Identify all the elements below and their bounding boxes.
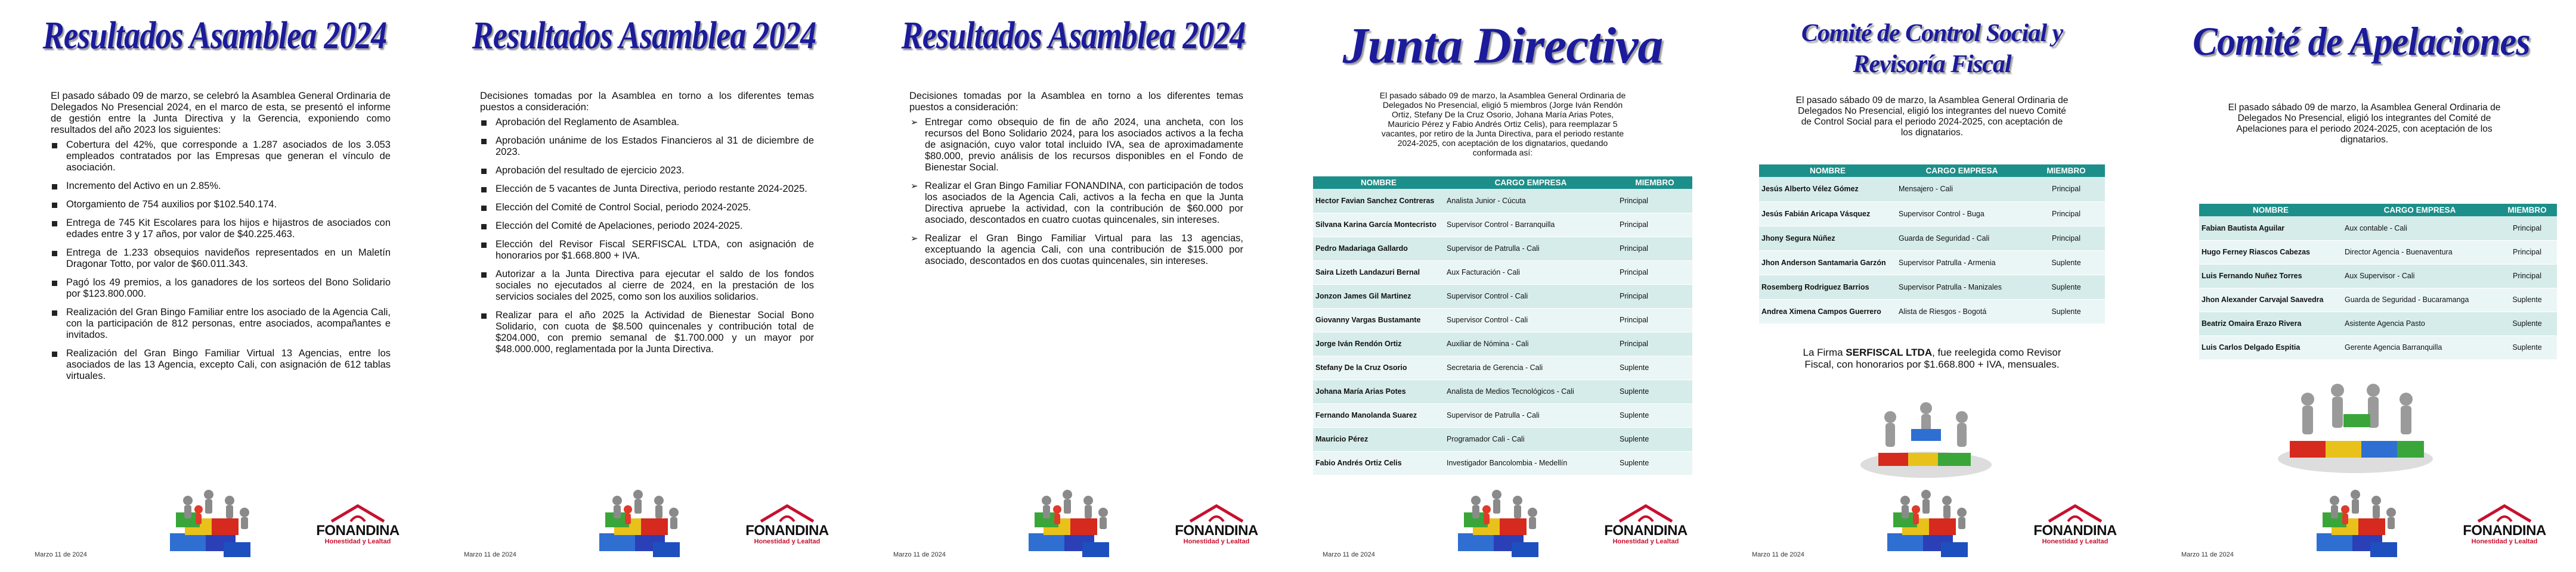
cell-name: Fabian Bautista Aguilar [2199, 216, 2342, 240]
slide-body [1795, 95, 2069, 142]
slide-4 [1288, 0, 1717, 572]
slide-6 [2147, 0, 2576, 572]
control-committee-table [1759, 164, 2105, 324]
cell-name: Jhon Anderson Santamaria Garzón [1759, 250, 1896, 275]
cell-name: Jesús Fabián Aricapa Vásquez [1759, 201, 1896, 226]
cell-name: Jhony Segura Núñez [1759, 226, 1896, 250]
puzzle-people-illustration [587, 477, 689, 560]
cell-name: Giovanny Vargas Bustamante [1313, 308, 1444, 332]
cell-position: Mensajero - Cali [1896, 177, 2027, 201]
footer-date: Marzo 11 de 2024 [35, 551, 87, 558]
decisions-list [909, 117, 1243, 267]
fiscal-firm: SERFISCAL LTDA [1846, 347, 1933, 358]
cell-member: Suplente [1617, 403, 1692, 427]
cell-position: Gerente Agencia Barranquilla [2342, 335, 2497, 359]
table-row [1313, 237, 1692, 260]
slide-title [1717, 18, 2147, 80]
table-row [1313, 380, 1692, 403]
house-roof-icon [1616, 503, 1676, 524]
intro-text: El pasado sábado 09 de marzo, la Asamblea General Ordinaria de Delegados No Presencial, eligió 5 miembros (Jorge Iván Rendón Ortiz, Stefany De la Cruz Osorio, Johana María Arias Potes, Mauricio Pérez y Fabio Andrés Ortiz Celis), para reemplazar 5 vacantes, por retiro de la Junta Directiva, para el periodo restante 2024-2025, con aceptación de los dignatarios, quedando conformada así: [1379, 91, 1626, 157]
table-row [1759, 226, 2105, 250]
col-header-position: CARGO EMPRESA [1444, 176, 1617, 189]
puzzle-people-illustration [1875, 477, 1977, 560]
fiscal-note [1795, 347, 2069, 374]
logo-tagline: Honestidad y Lealtad [1183, 538, 1250, 545]
cell-member: Principal [1617, 308, 1692, 332]
list-item: Elección del Revisor Fiscal SERFISCAL LTDA, con asignación de honorarios por $1.668.800 + IVA. [480, 239, 814, 262]
list-item: Incremento del Activo en un 2.85%. [51, 181, 391, 192]
table-row [2199, 264, 2557, 288]
cell-name: Fabio Andrés Ortiz Celis [1313, 451, 1444, 475]
slide-body [480, 91, 814, 362]
fiscal-text: , fue reelegida como Revisor Fiscal, con honorarios por $1.668.800 + IVA, mensuales. [1804, 347, 2061, 370]
cell-name: Jesús Alberto Vélez Gómez [1759, 177, 1896, 201]
cell-name: Rosemberg Rodriguez Barrios [1759, 275, 1896, 299]
cell-position: Aux Facturación - Cali [1444, 260, 1617, 284]
cell-member: Principal [2497, 264, 2557, 288]
cell-member: Principal [2027, 177, 2105, 201]
title-line-1: Comité de Control Social y [1801, 20, 2063, 47]
results-list [51, 139, 391, 382]
cell-position: Aux Supervisor - Cali [2342, 264, 2497, 288]
cell-member: Principal [1617, 284, 1692, 308]
cell-member: Principal [1617, 213, 1692, 237]
cell-member: Suplente [2497, 312, 2557, 335]
cell-position: Asistente Agencia Pasto [2342, 312, 2497, 335]
table-header-row [1759, 164, 2105, 177]
logo-name: FONANDINA [1604, 523, 1688, 539]
table-row [1313, 284, 1692, 308]
table-row [2199, 216, 2557, 240]
puzzle-people-illustration [2305, 477, 2406, 560]
cell-member: Principal [2497, 240, 2557, 264]
cell-name: Silvana Karina García Montecristo [1313, 213, 1444, 237]
cell-position: Director Agencia - Buenaventura [2342, 240, 2497, 264]
slide-body [2224, 102, 2504, 149]
cell-member: Principal [1617, 189, 1692, 213]
cell-member: Suplente [2027, 275, 2105, 299]
col-header-name: NOMBRE [1759, 164, 1896, 177]
cell-position: Analista de Medios Tecnológicos - Cali [1444, 380, 1617, 403]
table-row [1759, 250, 2105, 275]
cell-member: Suplente [2027, 250, 2105, 275]
cell-member: Suplente [1617, 451, 1692, 475]
list-item: Aprobación del resultado de ejercicio 2023. [480, 165, 814, 176]
cell-member: Principal [2027, 226, 2105, 250]
logo-tagline: Honestidad y Lealtad [324, 538, 391, 545]
table-header-row [1313, 176, 1692, 189]
logo-tagline: Honestidad y Lealtad [754, 538, 821, 545]
intro-text: Decisiones tomadas por la Asamblea en torno a los diferentes temas puestos a consideración: [909, 91, 1243, 113]
list-item: Pagó los 49 premios, a los ganadores de los sorteos del Bono Solidario por $123.800.000. [51, 277, 391, 300]
cell-member: Suplente [2497, 335, 2557, 359]
logo-name: FONANDINA [2463, 523, 2546, 539]
slide-title: Resultados Asamblea 2024 [472, 14, 816, 57]
house-roof-icon [757, 503, 817, 524]
fonandina-logo [1172, 503, 1261, 560]
cell-name: Johana María Arias Potes [1313, 380, 1444, 403]
list-item: Elección del Comité de Apelaciones, periodo 2024-2025. [480, 220, 814, 232]
cell-member: Principal [2027, 201, 2105, 226]
table-header-row [2199, 204, 2557, 216]
cell-name: Mauricio Pérez [1313, 427, 1444, 451]
slide-body [1377, 91, 1628, 161]
cell-position: Secretaria de Gerencia - Cali [1444, 356, 1617, 380]
intro-text: El pasado sábado 09 de marzo, la Asamblea General Ordinaria de Delegados No Presencial, eligió los integrantes del Comité de Apelaciones para el periodo 2024-2025, con aceptación de los dignatarios. [2228, 102, 2501, 145]
slide-body [51, 91, 391, 389]
cell-name: Hugo Ferney Riascos Cabezas [2199, 240, 2342, 264]
cell-member: Principal [1617, 260, 1692, 284]
fonandina-logo [2030, 503, 2120, 560]
cell-position: Investigador Bancolombia - Medellín [1444, 451, 1617, 475]
fonandina-logo [2460, 503, 2549, 560]
cell-name: Saira Lizeth Landazuri Bernal [1313, 260, 1444, 284]
cell-member: Suplente [1617, 380, 1692, 403]
table-row [1759, 201, 2105, 226]
puzzle-people-illustration [1446, 477, 1547, 560]
logo-name: FONANDINA [316, 523, 400, 539]
table-row [1313, 427, 1692, 451]
table-row [1313, 356, 1692, 380]
col-header-member: MIEMBRO [1617, 176, 1692, 189]
cell-position: Supervisor de Patrulla - Cali [1444, 237, 1617, 260]
col-header-member: MIEMBRO [2027, 164, 2105, 177]
fonandina-logo [1601, 503, 1690, 560]
cell-position: Supervisor Control - Barranquilla [1444, 213, 1617, 237]
cell-position: Guarda de Seguridad - Bucaramanga [2342, 288, 2497, 312]
cell-name: Luis Carlos Delgado Espitia [2199, 335, 2342, 359]
logo-name: FONANDINA [745, 523, 829, 539]
board-table [1313, 176, 1692, 475]
slide-3 [859, 0, 1288, 572]
list-item: Elección del Comité de Control Social, periodo 2024-2025. [480, 202, 814, 213]
logo-name: FONANDINA [2033, 523, 2117, 539]
list-item: Realización del Gran Bingo Familiar Virtual 13 Agencias, entre los asociados de las 13 Agencia, excepto Cali, con asignación de 612 tablas virtuales. [51, 348, 391, 382]
slide-title: Resultados Asamblea 2024 [42, 14, 387, 57]
house-roof-icon [2045, 503, 2105, 524]
logo-tagline: Honestidad y Lealtad [1612, 538, 1679, 545]
house-roof-icon [2475, 503, 2534, 524]
list-item: Entrega de 1.233 obsequios navideños representados en un Maletín Dragonar Totto, por valor de $60.011.343. [51, 247, 391, 270]
table-row [1313, 260, 1692, 284]
house-roof-icon [328, 503, 388, 524]
cell-member: Principal [1617, 237, 1692, 260]
col-header-name: NOMBRE [2199, 204, 2342, 216]
list-item: Aprobación del Reglamento de Asamblea. [480, 117, 814, 128]
cell-position: Supervisor Patrulla - Manizales [1896, 275, 2027, 299]
puzzle-people-illustration [158, 477, 259, 560]
cell-member: Suplente [2497, 288, 2557, 312]
logo-name: FONANDINA [1175, 523, 1258, 539]
slide-body [909, 91, 1243, 274]
cell-name: Hector Favian Sanchez Contreras [1313, 189, 1444, 213]
cell-position: Auxiliar de Nómina - Cali [1444, 332, 1617, 356]
list-item: Elección de 5 vacantes de Junta Directiva, periodo restante 2024-2025. [480, 184, 814, 195]
col-header-position: CARGO EMPRESA [2342, 204, 2497, 216]
col-header-position: CARGO EMPRESA [1896, 164, 2027, 177]
list-item: Entrega de 745 Kit Escolares para los hijos e hijastros de asociados con edades entre 3 y 17 años, por valor de $40.225.463. [51, 217, 391, 240]
table-row [1313, 332, 1692, 356]
list-item: ➢ Entregar como obsequio de fin de año 2024, una ancheta, con los recursos del Bono Solidario 2024, para los asociados activos a la fecha de asignación, cuyo valor total incluido IVA, sea de aproximadamente $80.000, previo análisis de los recursos disponibles en el Fondo de Bienestar Social. [909, 117, 1243, 173]
people-puzzle-illustration [1854, 393, 1998, 483]
cell-name: Beatriz Omaira Erazo Rivera [2199, 312, 2342, 335]
intro-text: El pasado sábado 09 de marzo, se celebró la Asamblea General Ordinaria de Delegados No Presencial 2024, en el marco de esta, se presentó el informe de gestión entre la Junta Directiva y la Gerencia, exponiendo como resultados del año 2023 los siguientes: [51, 91, 391, 135]
table-row [1759, 299, 2105, 324]
table-row [2199, 312, 2557, 335]
house-roof-icon [1187, 503, 1246, 524]
slide-title: Resultados Asamblea 2024 [901, 14, 1246, 57]
cell-position: Supervisor de Patrulla - Cali [1444, 403, 1617, 427]
logo-tagline: Honestidad y Lealtad [2042, 538, 2109, 545]
fonandina-logo [313, 503, 402, 560]
cell-name: Pedro Madariaga Gallardo [1313, 237, 1444, 260]
table-row [1313, 213, 1692, 237]
cell-name: Jonzon James Gil Martinez [1313, 284, 1444, 308]
cell-position: Supervisor Control - Cali [1444, 308, 1617, 332]
list-item: ➢ Realizar el Gran Bingo Familiar FONANDINA, con participación de todos los asociados de la Agencia Cali, activos a la fecha en que la Junta Directiva apruebe la actividad, con la contribución de $60.000 por asociado, descontados en cuatro cuotas quincenales, sin intereses. [909, 181, 1243, 226]
table-row [2199, 335, 2557, 359]
cell-position: Supervisor Control - Buga [1896, 201, 2027, 226]
col-header-member: MIEMBRO [2497, 204, 2557, 216]
logo-tagline: Honestidad y Lealtad [2471, 538, 2538, 545]
cell-member: Suplente [2027, 299, 2105, 324]
footer-date: Marzo 11 de 2024 [1323, 551, 1375, 558]
list-item: ➢ Realizar el Gran Bingo Familiar Virtual para las 13 agencias, exceptuando la agencia Cali, con una contribución de $15.000 por asociado, descontados en dos cuotas quincenales, sin intereses. [909, 233, 1243, 267]
cell-member: Suplente [1617, 427, 1692, 451]
slide-1 [0, 0, 429, 572]
cell-position: Guarda de Seguridad - Cali [1896, 226, 2027, 250]
footer-date: Marzo 11 de 2024 [1752, 551, 1804, 558]
cell-position: Supervisor Control - Cali [1444, 284, 1617, 308]
footer-date: Marzo 11 de 2024 [893, 551, 946, 558]
cell-position: Alista de Riesgos - Bogotá [1896, 299, 2027, 324]
cell-name: Fernando Manolanda Suarez [1313, 403, 1444, 427]
table-row [1313, 451, 1692, 475]
cell-member: Principal [1617, 332, 1692, 356]
footer-date: Marzo 11 de 2024 [464, 551, 516, 558]
cell-member: Suplente [1617, 356, 1692, 380]
col-header-name: NOMBRE [1313, 176, 1444, 189]
table-row [2199, 288, 2557, 312]
intro-text: El pasado sábado 09 de marzo, la Asamblea General Ordinaria de Delegados No Presencial, eligió los integrantes del nuevo Comité de Control Social para el periodo 2024-2025, con aceptación de los dignatarios. [1795, 95, 2069, 138]
cell-position: Programador Cali - Cali [1444, 427, 1617, 451]
list-item: Realización del Gran Bingo Familiar entre los asociado de la Agencia Cali, con la participación de 812 personas, entre asociados, acompañantes e invitados. [51, 307, 391, 341]
cell-name: Luis Fernando Nuñez Torres [2199, 264, 2342, 288]
list-item: Cobertura del 42%, que corresponde a 1.287 asociados de los 3.053 empleados contratados por las Empresas que generan el vínculo de asociación. [51, 139, 391, 173]
fonandina-logo [742, 503, 832, 560]
cell-name: Jhon Alexander Carvajal Saavedra [2199, 288, 2342, 312]
slide-5 [1717, 0, 2147, 572]
fiscal-prefix: La Firma [1803, 347, 1846, 358]
slide-title: Comité de Apelaciones [2193, 18, 2530, 64]
cell-name: Stefany De la Cruz Osorio [1313, 356, 1444, 380]
cell-position: Aux contable - Cali [2342, 216, 2497, 240]
cell-member: Principal [2497, 216, 2557, 240]
list-item: Otorgamiento de 754 auxilios por $102.540.174. [51, 199, 391, 210]
cell-name: Andrea Ximena Campos Guerrero [1759, 299, 1896, 324]
cell-name: Jorge Iván Rendón Ortiz [1313, 332, 1444, 356]
list-item: Autorizar a la Junta Directiva para ejecutar el saldo de los fondos sociales no ejecutados al cierre de 2024, en la prestación de los servicios sociales del 2025, como son los auxilios solidarios. [480, 269, 814, 303]
slide-title: Junta Directiva [1342, 17, 1663, 74]
puzzle-people-illustration [1017, 477, 1118, 560]
people-puzzle-illustration [2272, 369, 2439, 477]
list-item: Aprobación unánime de los Estados Financieros al 31 de diciembre de 2023. [480, 135, 814, 158]
table-row [1313, 308, 1692, 332]
cell-position: Analista Junior - Cúcuta [1444, 189, 1617, 213]
cell-position: Supervisor Patrulla - Armenia [1896, 250, 2027, 275]
footer-date: Marzo 11 de 2024 [2181, 551, 2234, 558]
intro-text: Decisiones tomadas por la Asamblea en torno a los diferentes temas puestos a consideración: [480, 91, 814, 113]
title-line-2: Revisoría Fiscal [1853, 51, 2011, 78]
table-row [1759, 275, 2105, 299]
table-row [1313, 189, 1692, 213]
decisions-list [480, 117, 814, 355]
appeals-committee-table [2199, 204, 2557, 360]
table-row [1313, 403, 1692, 427]
slide-2 [429, 0, 859, 572]
table-row [1759, 177, 2105, 201]
table-row [2199, 240, 2557, 264]
list-item: Realizar para el año 2025 la Actividad de Bienestar Social Bono Solidario, con cuota de $8.500 quincenales y contribución total de $204.000, con premio semanal de $1.700.000 y un mayor por $48.000.000, reglamentada por la Junta Directiva. [480, 310, 814, 355]
